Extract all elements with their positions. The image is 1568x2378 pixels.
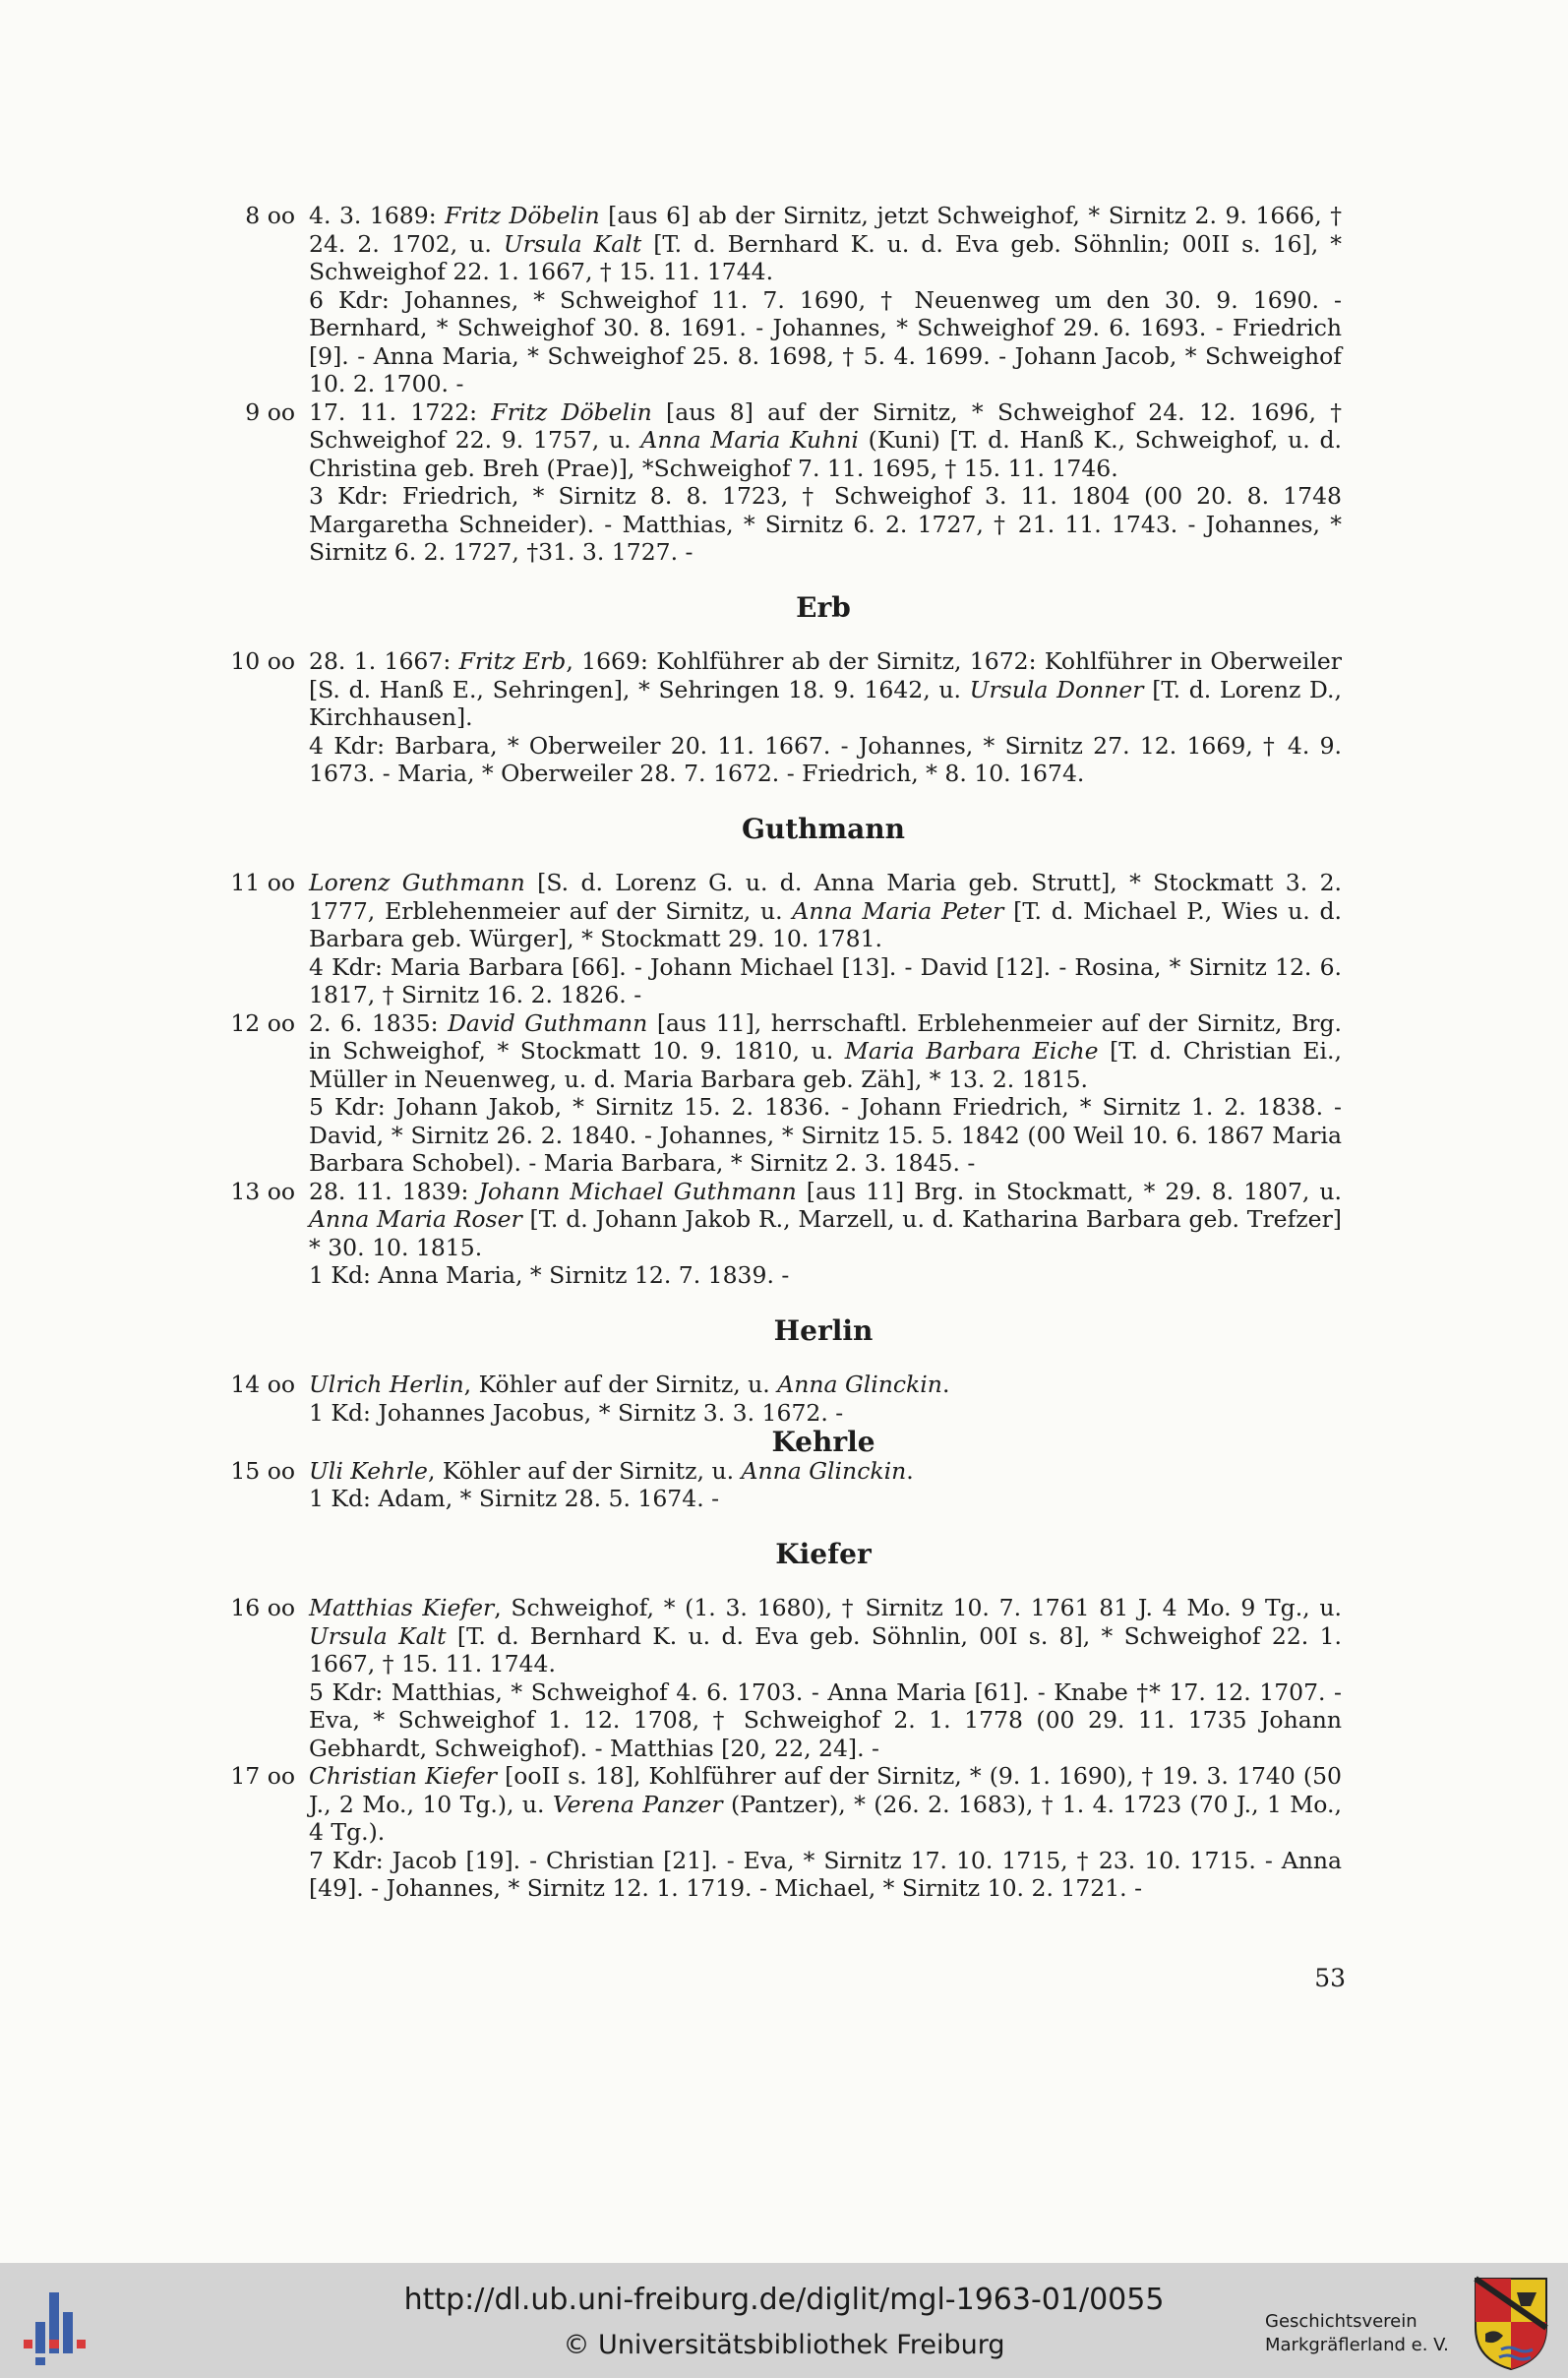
coat-of-arms-icon (1472, 2273, 1550, 2371)
entry-text: Christian Kiefer [ooII s. 18], Kohlführer auf der Sirnitz, * (9. 1. 1690), † 19. 3. 1740 (50 J., 2 Mo., 10 Tg.), u. Verena Panzer (Pantzer), * (26. 2. 1683), † 1. 4. 1723 (70 J., 1 Mo., 4 Tg.). 7 Kdr: Jacob [19]. - Christian [21]. - Eva, * Sirnitz 17. 10. 1715, † 23. 10. 1715. - Anna [49]. - Johannes, * Sirnitz 12. 1. 1719. - Michael, * Sirnitz 10. 2. 1721. - (309, 1762, 1342, 1902)
section-heading-erb: Erb (796, 590, 851, 624)
footer-bar (0, 2263, 1568, 2378)
genealogy-entry (211, 1457, 1342, 1513)
genealogy-entry (211, 1009, 1342, 1178)
entries-kiefer (211, 1594, 1342, 1903)
genealogy-entry (211, 1594, 1342, 1762)
entries-herlin (211, 1371, 1342, 1427)
copyright-text: © Universitätsbibliothek Freiburg (563, 2330, 1005, 2360)
entry-text: 2. 6. 1835: David Guthmann [aus 11], herrschaftl. Erblehenmeier auf der Sirnitz, Brg. in Schweighof, * Stockmatt 10. 9. 1810, u. Maria Barbara Eiche [T. d. Christian Ei., Müller in Neuenweg, u. d. Maria Barbara geb. Zäh], * 13. 2. 1815. 5 Kdr: Johann Jakob, * Sirnitz 15. 2. 1836. - Johann Friedrich, * Sirnitz 1. 2. 1838. - David, * Sirnitz 26. 2. 1840. - Johannes, * Sirnitz 15. 5. 1842 (00 Weil 10. 6. 1867 Maria Barbara Schobel). - Maria Barbara, * Sirnitz 2. 3. 1845. - (309, 1008, 1342, 1177)
publisher-name (1265, 2310, 1449, 2357)
entry-text: 17. 11. 1722: Fritz Döbelin [aus 8] auf der Sirnitz, * Schweighof 24. 12. 1696, † Schweighof 22. 9. 1757, u. Anna Maria Kuhni (Kuni) [T. d. Hanß K., Schweighof, u. d. Christina geb. Breh (Prae)], *Schweighof 7. 11. 1695, † 15. 11. 1746. 3 Kdr: Friedrich, * Sirnitz 8. 8. 1723, † Schweighof 3. 11. 1804 (00 20. 8. 1748 Margaretha Schneider). - Matthias, * Sirnitz 6. 2. 1727, † 21. 11. 1743. - Johannes, * Sirnitz 6. 2. 1727, †31. 3. 1727. - (309, 397, 1342, 566)
entry-number: 14 oo (230, 1371, 295, 1398)
entries-guthmann (211, 869, 1342, 1290)
genealogy-entry (211, 647, 1342, 788)
genealogy-entry (211, 1762, 1342, 1903)
entry-number: 17 oo (230, 1762, 295, 1790)
genealogy-entry (211, 202, 1342, 398)
entry-number: 9 oo (245, 397, 295, 426)
genealogy-entry (211, 1178, 1342, 1290)
genealogy-entry (211, 1371, 1342, 1427)
entry-text: Lorenz Guthmann [S. d. Lorenz G. u. d. Anna Maria geb. Strutt], * Stockmatt 3. 2. 1777, Erblehenmeier auf der Sirnitz, u. Anna Maria Peter [T. d. Michael P., Wies u. d. Barbara geb. Würger], * Stockmatt 29. 10. 1781. 4 Kdr: Maria Barbara [66]. - Johann Michael [13]. - David [12]. - Rosina, * Sirnitz 12. 6. 1817, † Sirnitz 16. 2. 1826. - (309, 869, 1343, 1008)
genealogy-entry (211, 869, 1342, 1009)
entries-doebelin (211, 202, 1342, 567)
genealogy-entry (211, 398, 1342, 567)
source-url-link[interactable]: http://dl.ub.uni-freiburg.de/diglit/mgl-1963-01/0055 (403, 2283, 1165, 2317)
section-heading-kehrle: Kehrle (771, 1426, 875, 1458)
entry-text: Ulrich Herlin, Köhler auf der Sirnitz, u. Anna Glinckin. 1 Kd: Johannes Jacobus, * Sirnitz 3. 3. 1672. - (309, 1371, 950, 1427)
entry-number: 16 oo (230, 1594, 295, 1621)
entry-number: 8 oo (245, 202, 295, 229)
entry-number: 15 oo (230, 1456, 295, 1485)
genealogy-text (211, 202, 1342, 1903)
section-heading-guthmann: Guthmann (741, 812, 906, 845)
entry-text: Uli Kehrle, Köhler auf der Sirnitz, u. Anna Glinckin. 1 Kd: Adam, * Sirnitz 28. 5. 1674. - (309, 1456, 914, 1512)
entry-number: 12 oo (230, 1008, 295, 1037)
entry-number: 10 oo (230, 647, 295, 675)
entry-text: 4. 3. 1689: Fritz Döbelin [aus 6] ab der Sirnitz, jetzt Schweighof, * Sirnitz 2. 9. 1666, † 24. 2. 1702, u. Ursula Kalt [T. d. Bernhard K. u. d. Eva geb. Söhnlin; 00II s. 16], * Schweighof 22. 1. 1667, † 15. 11. 1744. 6 Kdr: Johannes, * Schweighof 11. 7. 1690, † Neuenweg um den 30. 9. 1690. - Bernhard, * Schweighof 30. 8. 1691. - Johannes, * Schweighof 29. 6. 1693. - Friedrich [9]. - Anna Maria, * Schweighof 25. 8. 1698, † 5. 4. 1699. - Johann Jacob, * Schweighof 10. 2. 1700. - (309, 202, 1342, 397)
entry-number: 11 oo (230, 869, 295, 896)
entries-kehrle (211, 1457, 1342, 1513)
entry-text: 28. 1. 1667: Fritz Erb, 1669: Kohlführer ab der Sirnitz, 1672: Kohlführer in Oberweiler [S. d. Hanß E., Sehringen], * Sehringen 18. 9. 1642, u. Ursula Donner [T. d. Lorenz D., Kirchhausen]. 4 Kdr: Barbara, * Oberweiler 20. 11. 1667. - Johannes, * Sirnitz 27. 12. 1669, † 4. 9. 1673. - Maria, * Oberweiler 28. 7. 1672. - Friedrich, * 8. 10. 1674. (309, 647, 1342, 787)
entry-number: 13 oo (230, 1177, 295, 1205)
entries-erb (211, 647, 1342, 788)
entry-text: 28. 11. 1839: Johann Michael Guthmann [aus 11] Brg. in Stockmatt, * 29. 8. 1807, u. Anna Maria Roser [T. d. Johann Jakob R., Marzell, u. d. Katharina Barbara geb. Trefzer] * 30. 10. 1815. 1 Kd: Anna Maria, * Sirnitz 12. 7. 1839. - (309, 1177, 1342, 1289)
publisher-line-1: Geschichtsverein (1265, 2311, 1417, 2332)
section-heading-herlin: Herlin (773, 1313, 874, 1347)
entry-text: Matthias Kiefer, Schweighof, * (1. 3. 1680), † Sirnitz 10. 7. 1761 81 J. 4 Mo. 9 Tg., u. Ursula Kalt [T. d. Bernhard K. u. d. Eva geb. Söhnlin, 00I s. 8], * Schweighof 22. 1. 1667, † 15. 11. 1744. 5 Kdr: Matthias, * Schweighof 4. 6. 1703. - Anna Maria [61]. - Knabe †* 17. 12. 1707. - Eva, * Schweighof 1. 12. 1708, † Schweighof 2. 1. 1778 (00 29. 11. 1735 Johann Gebhardt, Schweighof). - Matthias [20, 22, 24]. - (309, 1594, 1342, 1762)
section-heading-kiefer: Kiefer (775, 1537, 872, 1570)
publisher-line-2: Markgräflerland e. V. (1265, 2335, 1449, 2355)
page-number: 53 (1314, 1964, 1346, 1992)
